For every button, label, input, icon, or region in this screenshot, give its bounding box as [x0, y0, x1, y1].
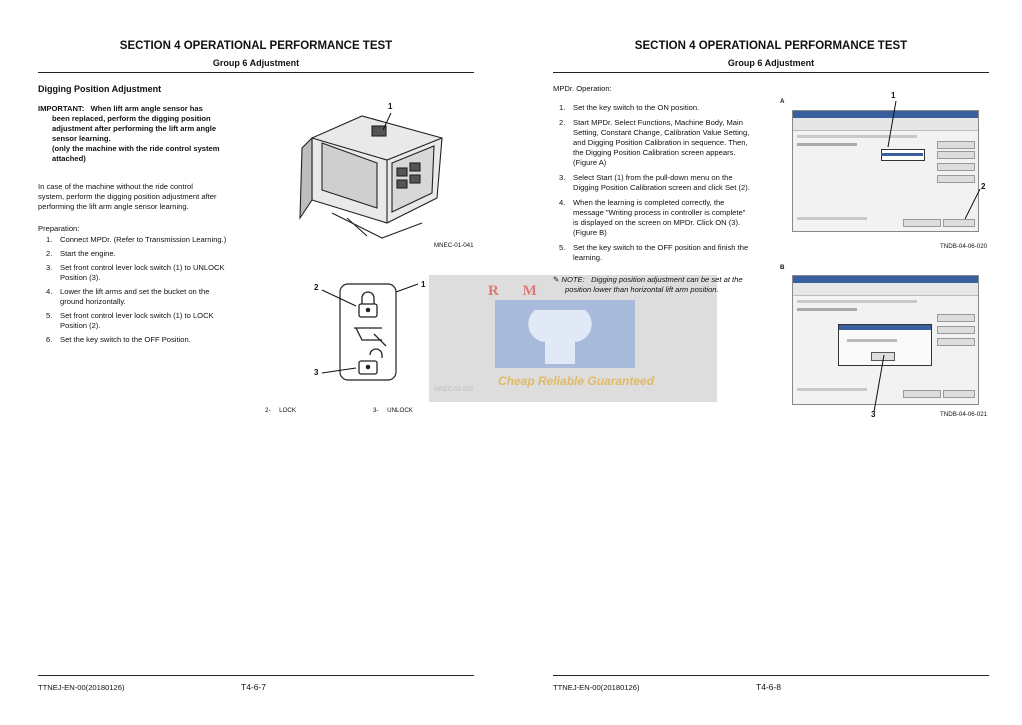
step-text: Select Start (1) from the pull-down menu on the — [573, 173, 733, 182]
status-row — [797, 217, 867, 220]
preparation-steps — [46, 235, 256, 348]
figure-b-leader — [860, 340, 900, 415]
note-text: position lower than horizontal lift arm position. — [565, 285, 719, 294]
step-text: Position (3). — [60, 273, 101, 282]
figure-a-leaders — [870, 95, 990, 225]
figure1-callout-1: 1 — [388, 102, 393, 111]
step-item — [46, 249, 256, 259]
step-text: learning. — [573, 253, 603, 262]
step-number: 3. — [46, 263, 53, 272]
step-number: 1. — [46, 235, 53, 244]
step-number: 5. — [559, 243, 566, 252]
mpdr-steps — [559, 103, 769, 266]
step-number: 4. — [46, 287, 53, 296]
step-text: Connect MPDr. (Refer to Transmission Learning.) — [60, 235, 227, 244]
step-item — [559, 243, 769, 263]
step-item — [46, 335, 256, 345]
note-text: Digging position adjustment can be set at the — [591, 275, 743, 284]
step-number: 2. — [46, 249, 53, 258]
step-number: 3. — [559, 173, 566, 182]
step-text: Digging Position Calibration screen and click Set (2). — [573, 183, 750, 192]
step-text: Set front control lever lock switch (1) to UNLOCK — [60, 263, 225, 272]
important-line: sensor learning. — [52, 134, 111, 143]
section-row — [797, 143, 857, 146]
breadcrumb-row — [797, 300, 917, 303]
important-line: When lift arm angle sensor has — [90, 104, 203, 113]
side-button — [937, 326, 975, 334]
side-button — [937, 338, 975, 346]
side-button — [937, 314, 975, 322]
left-header-title: SECTION 4 OPERATIONAL PERFORMANCE TEST — [119, 40, 393, 52]
step-text: Setting, Constant Change, Calibration Value Setting, — [573, 128, 750, 137]
figure-b-callout-3: 3 — [871, 410, 876, 419]
step-item — [559, 198, 769, 238]
watermark-letters: R M — [488, 283, 547, 299]
step-text: is displayed on the screen on MPDr. Click ON (3). — [573, 218, 741, 227]
step-text: Set front control lever lock switch (1) to LOCK — [60, 311, 214, 320]
step-text: Start the engine. — [60, 249, 116, 258]
note-block — [553, 275, 768, 295]
legend-number: 2- — [265, 407, 271, 414]
left-header-rule — [38, 72, 474, 73]
figure2-callout-2: 2 — [314, 283, 319, 292]
important-line: (only the machine with the ride control system — [52, 144, 220, 153]
step-text: When the learning is completed correctly, the — [573, 198, 725, 207]
left-footer-code: TTNEJ-EN-00(20180126) — [38, 683, 125, 692]
step-text: message "Writing process in controller is complete" — [573, 208, 746, 217]
step-text: (Figure A) — [573, 158, 607, 167]
step-item — [46, 263, 256, 283]
note-icon: ✎ — [553, 275, 560, 284]
step-item — [46, 287, 256, 307]
window-toolbar — [793, 283, 978, 296]
intro-paragraph — [38, 182, 258, 212]
left-footer-rule — [38, 675, 474, 676]
window-titlebar — [793, 276, 978, 283]
left-footer-page: T4-6-7 — [241, 682, 267, 692]
step-text: the Digging Position Calibration screen appears. — [573, 148, 736, 157]
step-item — [46, 311, 256, 331]
legend-unlock — [373, 407, 413, 414]
figure-b-code: TNDB-04-06-021 — [940, 411, 988, 418]
right-header-subtitle: Group 6 Adjustment — [727, 58, 815, 68]
right-header-rule — [553, 72, 989, 73]
step-text: Set the key switch to the OFF Position. — [60, 335, 191, 344]
preparation-label: Preparation: — [38, 224, 80, 233]
important-line: attached) — [52, 154, 86, 163]
figure1-code: MNEC-01-041 — [434, 242, 474, 249]
section-title: Digging Position Adjustment — [38, 84, 162, 94]
right-footer-page: T4-6-8 — [756, 682, 782, 692]
section-row — [797, 308, 857, 311]
step-text: Set the key switch to the ON position. — [573, 103, 700, 112]
step-text: ground horizontally. — [60, 297, 126, 306]
step-text: and Digging Position Calibration in sequence. Then, — [573, 138, 748, 147]
step-item — [46, 235, 256, 245]
step-text: Position (2). — [60, 321, 101, 330]
legend-lock — [265, 407, 296, 414]
set-button — [903, 390, 941, 398]
close-button — [943, 390, 975, 398]
legend-text: UNLOCK — [387, 407, 413, 414]
step-text: Set the key switch to the OFF position and finish the — [573, 243, 749, 252]
step-text: (Figure B) — [573, 228, 607, 237]
step-number: 2. — [559, 118, 566, 127]
figure-b-label: B — [780, 264, 785, 271]
figure-a-code: TNDB-04-06-020 — [940, 243, 988, 250]
note-label: NOTE: — [561, 275, 585, 284]
important-line: adjustment after performing the lift arm angle — [52, 124, 217, 133]
paragraph-line: system, perform the digging position adjustment after — [38, 192, 217, 201]
step-text: Start MPDr. Select Functions, Machine Body, Main — [573, 118, 743, 127]
left-header-subtitle: Group 6 Adjustment — [212, 58, 300, 68]
step-number: 5. — [46, 311, 53, 320]
figure-a-label: A — [780, 98, 785, 105]
step-item — [559, 103, 769, 113]
watermark-tagline: Cheap Reliable Guaranteed — [498, 374, 655, 388]
status-row — [797, 388, 867, 391]
step-text: Lower the lift arms and set the bucket on the — [60, 287, 210, 296]
right-footer-code: TTNEJ-EN-00(20180126) — [553, 683, 640, 692]
important-block — [38, 104, 248, 164]
legend-number: 3- — [373, 407, 379, 414]
right-header-title: SECTION 4 OPERATIONAL PERFORMANCE TEST — [634, 40, 908, 52]
legend-text: LOCK — [279, 407, 296, 414]
lock-switch-illustration — [308, 278, 426, 388]
paragraph-line: performing the lift arm angle sensor learning. — [38, 202, 189, 211]
right-footer-rule — [553, 675, 989, 676]
important-line: been replaced, perform the digging position — [52, 114, 211, 123]
mpdr-intro: MPDr. Operation: — [553, 84, 612, 93]
step-number: 6. — [46, 335, 53, 344]
step-number: 4. — [559, 198, 566, 207]
switch-panel-illustration — [292, 108, 452, 243]
paragraph-line: In case of the machine without the ride control — [38, 182, 193, 191]
step-item — [559, 173, 769, 193]
figure-a-callout-2: 2 — [981, 182, 986, 191]
step-item — [559, 118, 769, 168]
step-number: 1. — [559, 103, 566, 112]
important-label: IMPORTANT: — [38, 104, 85, 113]
figure2-callout-3: 3 — [314, 368, 319, 377]
figure-a-callout-1: 1 — [891, 91, 896, 100]
figure2-callout-1: 1 — [421, 280, 426, 289]
